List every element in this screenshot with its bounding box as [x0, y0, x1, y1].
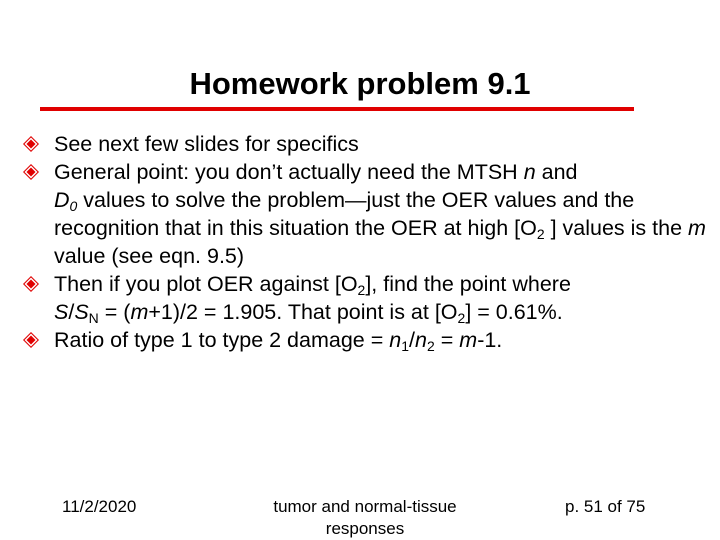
subscript-one: 1 [401, 337, 410, 354]
italic-n: n [415, 328, 427, 352]
diamond-bullet-icon [23, 276, 39, 292]
italic-m: m [130, 300, 149, 324]
footer-date: 11/2/2020 [62, 497, 137, 516]
footer-center: tumor and normal-tissue responses [273, 497, 457, 538]
subscript-two: 2 [426, 337, 435, 354]
bullet-item [20, 130, 710, 158]
subscript-zero: 0 [69, 197, 78, 214]
italic-d: D [54, 188, 70, 212]
bullet-text: values to solve the problem—just the OER values and the recognition that in this situation the OER at high [O [54, 188, 635, 240]
bullet-text: and [535, 160, 578, 184]
bullet-text: ] = 0.61%. [465, 300, 563, 324]
bullet-item [20, 326, 710, 354]
slide-title: Homework problem 9.1 [189, 66, 531, 101]
bullet-text: Ratio of type 1 to type 2 damage = [54, 328, 390, 352]
subscript-two: 2 [457, 309, 466, 326]
italic-s: S [74, 300, 89, 324]
diamond-bullet-icon [23, 136, 39, 152]
italic-m: m [688, 216, 706, 240]
bullet-text: See next few slides for specifics [54, 132, 359, 156]
bullet-text: -1. [477, 328, 503, 352]
slash: / [68, 300, 75, 324]
subscript-n: N [88, 309, 99, 326]
diamond-bullet-icon [23, 332, 39, 348]
bullet-text: +1)/2 = 1.905. That point is at [O [148, 300, 458, 324]
bullet-list [20, 130, 710, 354]
slash: / [409, 328, 415, 352]
diamond-bullet-icon [23, 164, 39, 180]
bullet-item [20, 158, 710, 270]
bullet-text: ] values is the [544, 216, 689, 240]
italic-n: n [389, 328, 402, 352]
bullet-text: General point: you don’t actually need the MTSH [54, 160, 524, 184]
bullet-text: Then if you plot OER against [O [54, 272, 358, 296]
italic-s: S [54, 300, 69, 324]
bullet-item [20, 270, 710, 326]
italic-m: m [459, 328, 478, 352]
title-underline [40, 107, 634, 111]
bullet-text: = [434, 328, 460, 352]
bullet-text: value (see eqn. 9.5) [54, 244, 245, 268]
footer-page-number: p. 51 of 75 [565, 497, 646, 516]
subscript-two: 2 [357, 281, 366, 298]
bullet-text: = ( [98, 300, 131, 324]
italic-n: n [523, 160, 536, 184]
subscript-two: 2 [536, 225, 545, 242]
bullet-text: ], find the point where [365, 272, 571, 296]
